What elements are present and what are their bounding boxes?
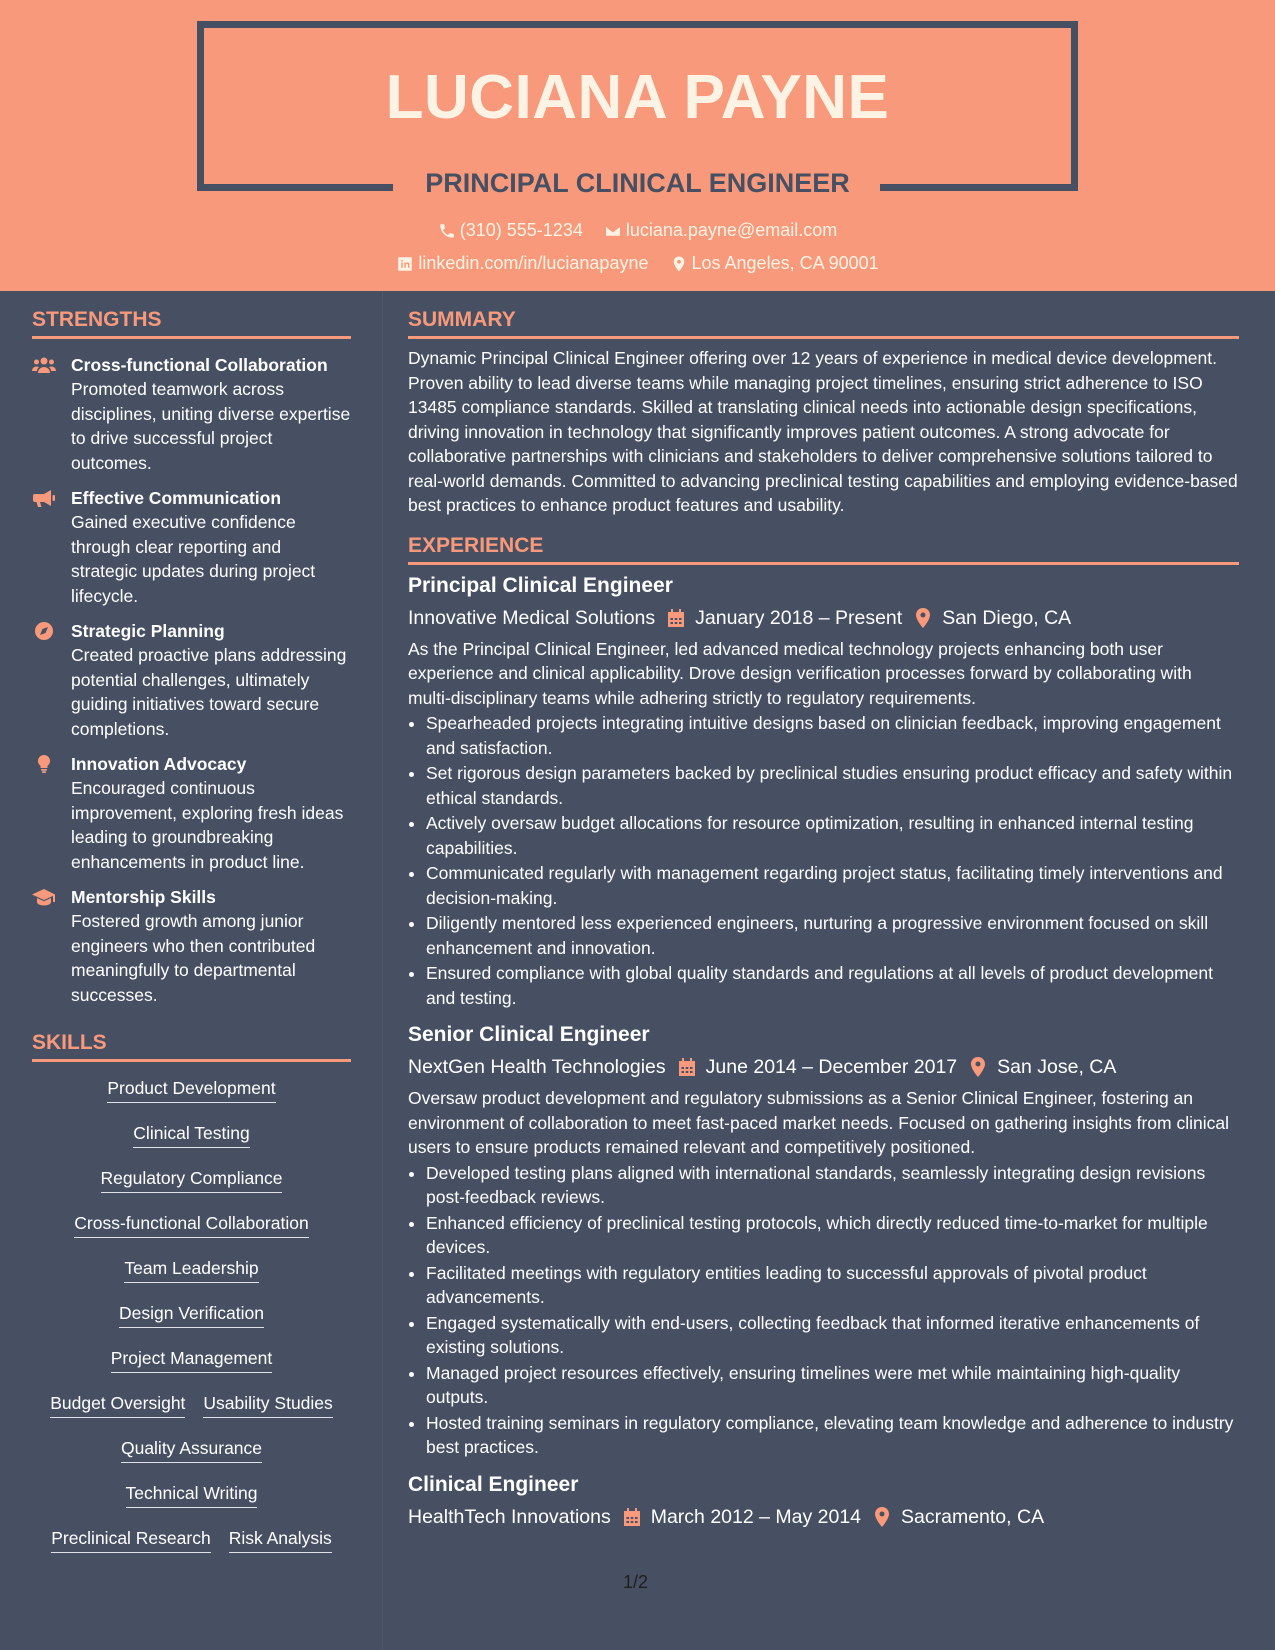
contact-row — [0, 253, 1275, 278]
linkedin-contact[interactable] — [396, 253, 648, 274]
company-name: HealthTech Innovations — [408, 1505, 611, 1528]
megaphone-icon — [32, 489, 56, 507]
skill-tag: Project Management — [111, 1348, 272, 1373]
lightbulb-icon — [32, 755, 56, 773]
email-text: luciana.payne@email.com — [625, 220, 838, 240]
location-contact — [670, 253, 879, 274]
map-pin-icon — [873, 1507, 891, 1527]
summary-text: Dynamic Principal Clinical Engineer offering over 12 years of experience in medical device development. Proven ability to lead diverse teams while managing project timelines, ensuring strict adherence to ISO 13485 compliance standards. Skilled at translating clinical needs into actionable design specifications, driving innovation in technology that significantly improves patient outcomes. A strong advocate for collaborative partnerships with clinicians and stakeholders to deliver comprehensive solutions tailored to real-world demands. Committed to advancing preclinical testing capabilities and employing evidence-based best practices to enhance product features and usability. — [408, 348, 1238, 515]
strength-description: Created proactive plans addressing potential challenges, ultimately guiding initiatives toward secure completions. — [71, 645, 347, 739]
strength-title: Mentorship Skills — [71, 887, 216, 907]
strength-description: Gained executive confidence through clear reporting and strategic updates during project lifecycle. — [71, 512, 316, 606]
list-item: • Actively oversaw budget allocations for resource optimization, resulting in enhanced internal testing capabilities. — [426, 811, 1239, 860]
page-number: 1/2 — [623, 1572, 649, 1592]
left-column — [32, 291, 351, 1563]
job-role: Senior Clinical Engineer — [408, 1023, 650, 1046]
phone-icon — [438, 222, 456, 240]
skill-tag: Quality Assurance — [121, 1438, 262, 1463]
skill-tag: Clinical Testing — [133, 1123, 249, 1148]
strength-description: Encouraged continuous improvement, exploring fresh ideas leading to groundbreaking enhancements in product line. — [71, 778, 344, 872]
skill-tag: Design Verification — [119, 1303, 264, 1328]
skills-heading: SKILLS — [32, 1031, 351, 1062]
skill-tag: Usability Studies — [203, 1393, 332, 1418]
phone-text: (310) 555-1234 — [459, 220, 583, 240]
contact-row — [0, 220, 1275, 245]
job-role: Principal Clinical Engineer — [408, 573, 673, 597]
company-name: Innovative Medical Solutions — [408, 606, 656, 629]
strength-description: Promoted teamwork across disciplines, uniting diverse expertise to drive successful project outcomes. — [71, 379, 351, 473]
location-text: Los Angeles, CA 90001 — [691, 253, 879, 273]
list-item: • Diligently mentored less experienced engineers, nurturing a progressive environment focused on skill enhancement and innovation. — [426, 911, 1239, 960]
list-item: • Engaged systematically with end-users, collecting feedback that informed iterative enhancements of existing solutions. — [426, 1311, 1239, 1360]
experience-heading: EXPERIENCE — [408, 534, 1239, 565]
header — [0, 0, 1275, 291]
calendar-icon — [623, 1507, 641, 1527]
list-item: • Set rigorous design parameters backed by preclinical studies ensuring product efficacy and safety within ethical standards. — [426, 761, 1239, 810]
strength-item — [32, 619, 351, 741]
list-item: • Communicated regularly with management regarding project status, facilitating timely interventions and decision-making. — [426, 861, 1239, 910]
compass-icon — [32, 622, 56, 640]
envelope-icon — [604, 222, 622, 240]
job-entry — [408, 1470, 1239, 1532]
job-title: PRINCIPAL CLINICAL ENGINEER — [425, 168, 850, 198]
calendar-icon — [667, 608, 685, 628]
strength-title: Strategic Planning — [71, 621, 225, 641]
list-item: • Managed project resources effectively, ensuring timelines were met while maintaining high-quality outputs. — [426, 1361, 1239, 1410]
linkedin-icon — [396, 255, 414, 273]
job-meta — [408, 1502, 1239, 1532]
job-entry — [408, 1020, 1239, 1460]
job-dates: January 2018 – Present — [695, 606, 903, 629]
skill-tag: Technical Writing — [126, 1483, 258, 1508]
skill-tag: Risk Analysis — [229, 1528, 332, 1553]
skill-tag: Team Leadership — [124, 1258, 258, 1283]
list-item: • Spearheaded projects integrating intuitive designs based on clinician feedback, improving engagement and satisfaction. — [426, 711, 1239, 760]
right-column — [408, 291, 1239, 1532]
email-contact[interactable] — [604, 220, 837, 241]
skill-tag: Cross-functional Collaboration — [74, 1213, 308, 1238]
phone-contact[interactable] — [438, 220, 583, 241]
strength-item — [32, 353, 351, 475]
job-meta — [408, 603, 1239, 633]
skill-tag: Regulatory Compliance — [101, 1168, 283, 1193]
map-pin-icon — [670, 255, 688, 273]
strength-description: Fostered growth among junior engineers who then contributed meaningfully to departmental successes. — [71, 911, 316, 1005]
skills-list — [32, 1068, 351, 1563]
strengths-heading: STRENGTHS — [32, 308, 351, 339]
users-icon — [32, 356, 56, 374]
map-pin-icon — [914, 608, 932, 628]
candidate-name: LUCIANA PAYNE — [385, 63, 890, 132]
job-meta — [408, 1052, 1239, 1082]
strength-item — [32, 486, 351, 608]
skill-tag: Preclinical Research — [51, 1528, 211, 1553]
strength-item — [32, 752, 351, 874]
calendar-icon — [678, 1057, 696, 1077]
job-location: Sacramento, CA — [901, 1505, 1045, 1528]
job-bullets — [408, 711, 1239, 1010]
column-divider — [382, 291, 383, 1650]
job-description: Oversaw product development and regulatory submissions as a Senior Clinical Engineer, fostering an environment of collaboration to meet fast-paced market needs. Focused on gathering insights from clinical users to ensure products remained relevant and competitively positioned. — [408, 1088, 1229, 1157]
strength-title: Cross-functional Collaboration — [71, 355, 328, 375]
strength-title: Effective Communication — [71, 488, 282, 508]
list-item: • Enhanced efficiency of preclinical testing protocols, which directly reduced time-to-market for multiple devices. — [426, 1211, 1239, 1260]
job-role: Clinical Engineer — [408, 1472, 579, 1496]
strength-title: Innovation Advocacy — [71, 754, 247, 774]
list-item: • Facilitated meetings with regulatory entities leading to successful approvals of pivotal product advancements. — [426, 1261, 1239, 1310]
summary-heading: SUMMARY — [408, 308, 1239, 339]
job-bullets — [408, 1161, 1239, 1460]
job-dates: June 2014 – December 2017 — [705, 1056, 958, 1078]
graduation-cap-icon — [32, 888, 56, 906]
list-item: • Hosted training seminars in regulatory compliance, elevating team knowledge and adherence to industry best practices. — [426, 1411, 1239, 1460]
job-location: San Jose, CA — [997, 1056, 1117, 1078]
strength-item — [32, 885, 351, 1007]
linkedin-text: linkedin.com/in/lucianapayne — [418, 253, 649, 273]
list-item: • Developed testing plans aligned with international standards, seamlessly integrating design revisions post-feedback reviews. — [426, 1161, 1239, 1210]
map-pin-icon — [969, 1057, 987, 1077]
job-description: As the Principal Clinical Engineer, led advanced medical technology projects enhancing both user experience and clinical applicability. Drove design verification processes forward by collaborating with multi-disciplinary teams while adhering strictly to regulatory requirements. — [408, 638, 1192, 708]
skill-tag: Product Development — [107, 1078, 275, 1103]
job-location: San Diego, CA — [942, 606, 1072, 629]
job-dates: March 2012 – May 2014 — [650, 1505, 862, 1528]
skill-tag: Budget Oversight — [50, 1393, 185, 1418]
company-name: NextGen Health Technologies — [408, 1056, 666, 1078]
job-entry — [408, 571, 1239, 1011]
list-item: • Ensured compliance with global quality standards and regulations at all levels of product development and testing. — [426, 961, 1239, 1010]
